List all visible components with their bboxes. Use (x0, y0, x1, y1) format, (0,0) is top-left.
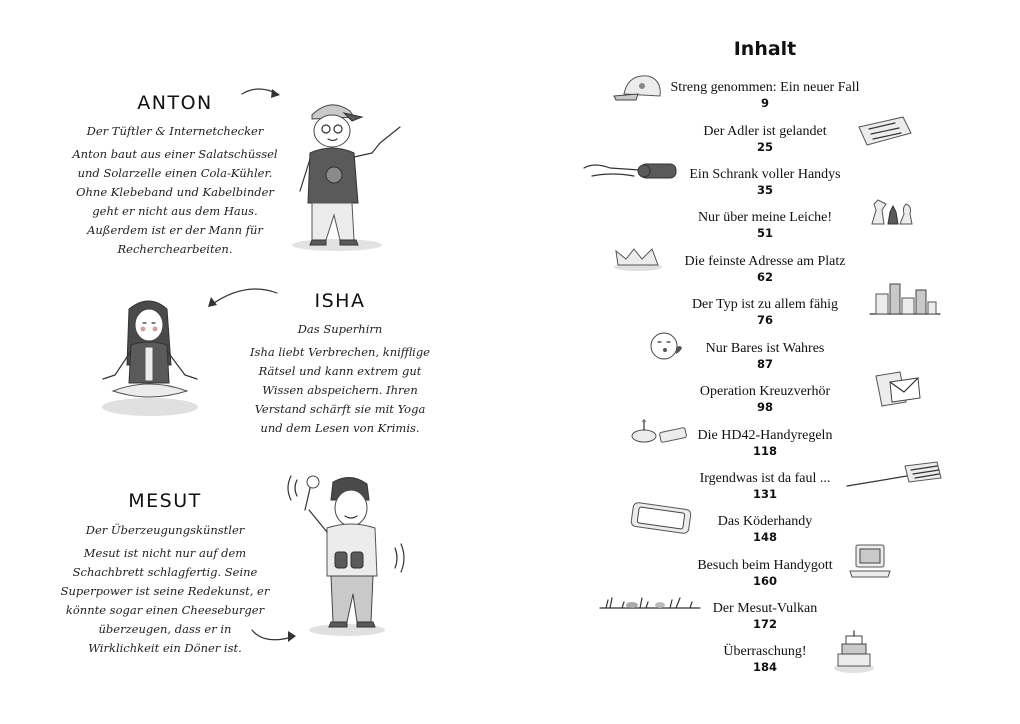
candle-icon (630, 416, 690, 446)
anton-illustration (282, 95, 412, 255)
character-name-anton: ANTON (137, 92, 213, 114)
chapter-page-number: 118 (752, 444, 777, 458)
arrow-icon (240, 84, 285, 104)
character-name-mesut: MESUT (128, 490, 202, 512)
character-role-anton: Der Tüftler & Internetchecker (86, 124, 264, 138)
baseball-cap-icon (614, 72, 666, 102)
chapter-title: Der Typ ist zu allem fähig (691, 297, 839, 312)
chapter-title: Ein Schrank voller Handys (689, 167, 841, 182)
chapter-page-number: 98 (756, 400, 773, 414)
chapter-title: Nur Bares ist Wahres (705, 341, 825, 356)
chapter-title: Streng genommen: Ein neuer Fall (670, 80, 860, 95)
toc-entry[interactable] (620, 209, 910, 240)
chapter-title: Der Adler ist gelandet (703, 124, 827, 139)
character-role-mesut: Der Überzeugungskünstler (85, 523, 245, 537)
kiss-emoji-icon (650, 330, 684, 362)
chapter-page-number: 160 (752, 574, 777, 588)
mesut-illustration (285, 470, 405, 640)
chapter-title: Das Köderhandy (717, 514, 813, 529)
chapter-page-number: 51 (756, 226, 773, 240)
chapter-title: Überraschung! (723, 644, 807, 659)
chapter-page-number: 148 (752, 530, 777, 544)
binoculars-icon (582, 158, 684, 186)
chapter-title: Besuch beim Handygott (697, 558, 833, 573)
fly-swatter-icon (845, 460, 945, 490)
newspaper-icon (855, 115, 913, 147)
chapter-page-number: 25 (756, 140, 773, 154)
chess-pieces-icon (868, 196, 914, 228)
character-description-mesut: Mesut ist nicht nur auf dem Schachbrett schlagfertig. Seine Superpower ist seine Redekunst, er könnte sogar einen Cheeseburger überzeugen, dass er in Wirklichkeit ein Döner ist. (60, 546, 270, 655)
character-description-anton: Anton baut aus einer Salatschüssel und Solarzelle einen Cola-Kühler. Ohne Klebeband und Kabelbinder geht er nicht aus dem Haus. Außerdem ist er der Mann für Recherchearbeiten. (72, 147, 278, 256)
chapter-title: Irgendwas ist da faul ... (699, 471, 831, 486)
chapter-title: Die feinste Adresse am Platz (684, 254, 846, 269)
character-name-isha: ISHA (314, 290, 366, 312)
chapter-page-number: 35 (756, 183, 773, 197)
grass-icon (600, 590, 700, 612)
arrow-icon (205, 285, 280, 310)
chapter-title: Der Mesut-Vulkan (712, 601, 818, 616)
right-page-table-of-contents (510, 0, 1020, 724)
toc-heading: Inhalt (733, 38, 797, 60)
chapter-page-number: 76 (756, 313, 773, 327)
chapter-page-number: 184 (752, 660, 777, 674)
toc-entry[interactable] (620, 296, 910, 327)
city-skyline-icon (870, 280, 940, 316)
isha-illustration (95, 295, 205, 420)
cake-icon (832, 630, 876, 674)
chapter-title: Operation Kreuzverhör (699, 384, 831, 399)
smartphone-icon (628, 502, 696, 534)
toc-entry[interactable] (620, 383, 910, 414)
chapter-page-number: 172 (752, 617, 777, 631)
chapter-title: Die HD42-Handyregeln (697, 428, 833, 443)
character-description-isha: Isha liebt Verbrechen, knifflige Rätsel und kann extrem gut Wissen abspeichern. Ihren Verstand schärft sie mit Yoga und dem Lesen von Krimis. (250, 345, 430, 435)
chapter-title: Nur über meine Leiche! (697, 210, 833, 225)
chapter-page-number: 62 (756, 270, 773, 284)
crown-icon (612, 245, 664, 273)
computer-icon (848, 543, 892, 579)
chapter-page-number: 131 (752, 487, 777, 501)
letters-icon (872, 368, 922, 408)
chapter-page-number: 87 (756, 357, 773, 371)
chapter-page-number: 9 (760, 96, 769, 110)
character-role-isha: Das Superhirn (297, 322, 383, 336)
